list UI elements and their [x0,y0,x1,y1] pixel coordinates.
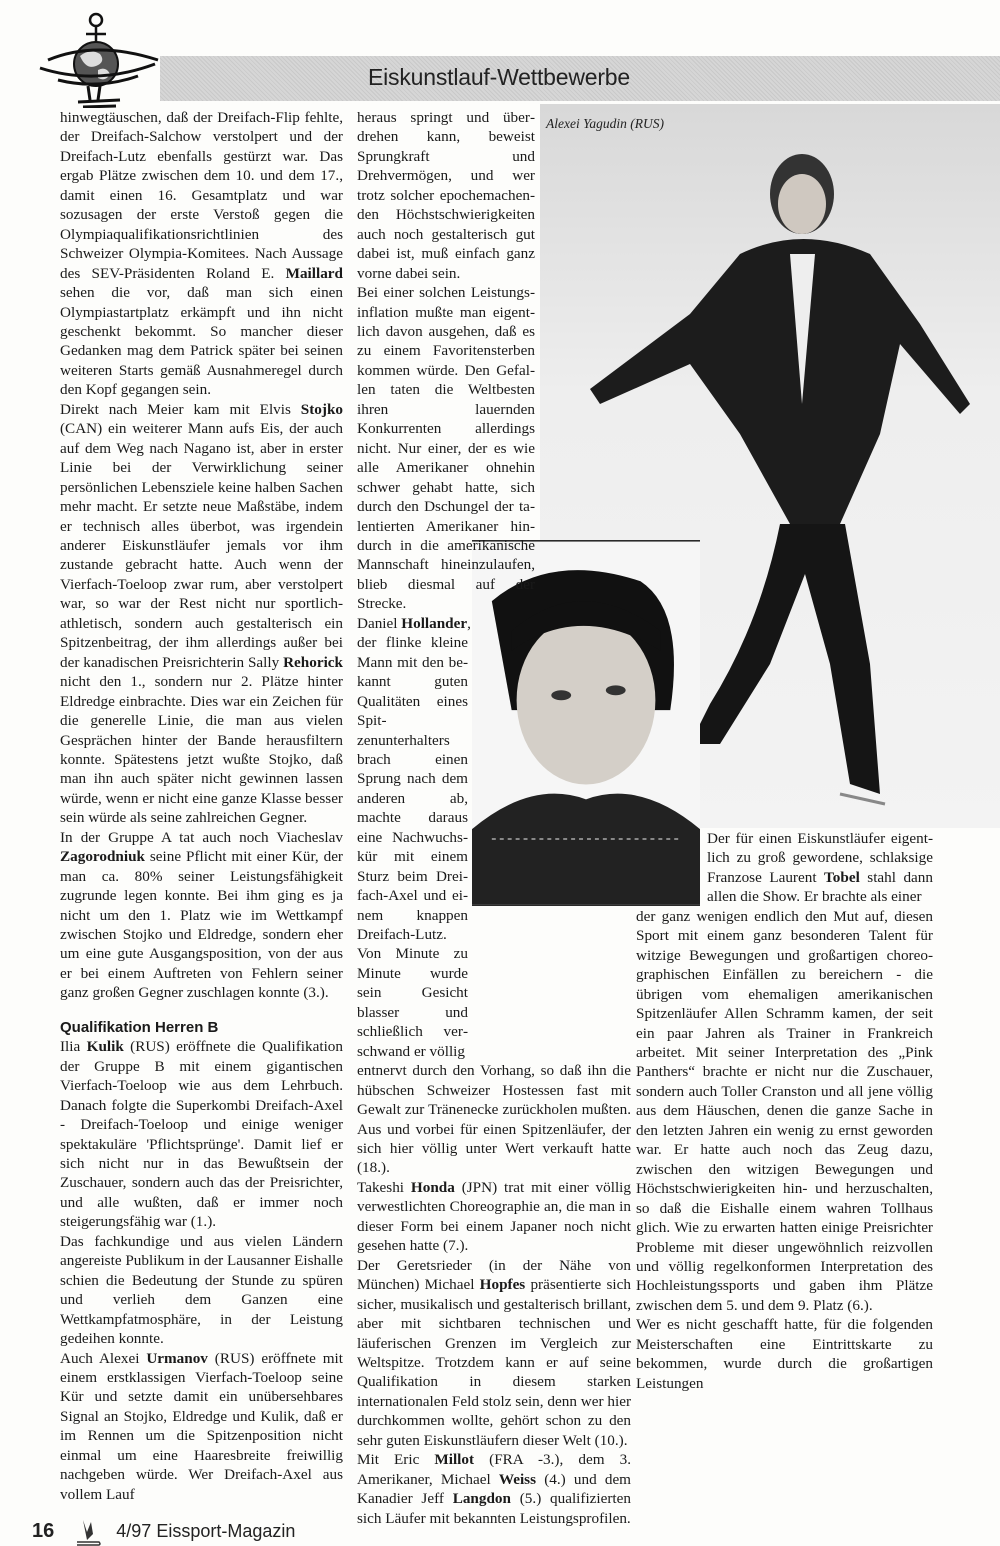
article-paragraph: Mit Eric Millot (FRA -3.), dem 3. Amerikaner, Michael Weiss (4.) und dem Kanadier Jeff Langdon (5.) qualifizierten sich Läufer mit bekannten Leistungsprofilen. [357,1451,631,1527]
person-name: Weiss [498,1470,536,1488]
article-column-2 [357,108,632,1528]
page-number: 16 [32,1519,55,1542]
globe-skater-logo-icon [28,8,163,108]
paragraph-group [357,108,535,633]
article-paragraph: Bei einer solchen Leistungsinflation mußte man eigentlich davon ausgehen, daß es zu einem Favoritensterben kommen würde. Den Gefallen taten die Weltbesten ihren lauernden Konkurrenten allerdings nicht. Nur einer, der es wie alle Amerikaner ohnehin schwer gehabt hatte, sich durch den Dschungel der talentierten Amerikaner hindurch in die amerikanische Mannschaft hineinzulaufen, blieb diesmal auf der Strecke. [357,284,535,613]
person-name: Millot [434,1451,475,1469]
article-paragraph: der ganz wenigen endlich den Mut auf, diesen Sport mit einem ganz besonderen Talent für witzige Bewegungen und großartigen choreographischen Einfällen zu bereichern - die übrigen vom ehemaligen amerikanischen Spitzenläufer Allen Schramm kamen, der seit ein paar Jahren als Trainer in Frankreich arbeitet. Mit seiner Interpretation des „Pink Panthers“ brachte er nicht nur die Zuschauer, sondern auch Toller Cranston und all jene völlig aus dem Häuschen, denen die ganze Sache in den letzten Jahren ein wenig zu ernst geworden war. Er hatte auch noch das Zeug dazu, zwischen den witzigen Bewegungen und Höchstschwierigkeiten hin- und herzuschalten, so daß die Eishalle einem wahren Tollhaus glich. Wie zu erwarten hatten einige Preisrichter Probleme mit dieser ungewöhnlich reizvollen und völlig regelkonformen Interpretation des Hochleistungssports und gaben ihm Plätze zwischen dem 5. und dem 9. Platz (6.). [636,907,933,1314]
article-paragraph: Daniel Hollander, [357,614,471,632]
article-paragraph: heraus springt und überdrehen kann, beweist Sprungkraft und Drehvermögen, und wer trotz solcher epochemachenden Höchstschwierigkeiten auch noch gestalterisch gut dabei ist, muß einfach ganz vorne dabei sein. [357,109,535,282]
person-name: Hopfes [479,1276,526,1294]
issue-label: 4/97 Eissport-Magazin [116,1520,296,1541]
article-paragraph: Takeshi Honda (JPN) trat mit einer völlig verwestlichten Choreographie an, die man in dieser Form bei einem Japaner noch nicht gesehen hatte (7.). [357,1178,631,1255]
paragraph-group [357,633,468,1061]
paragraph-group [636,907,933,1393]
article-paragraph: hinwegtäuschen, daß der Dreifach-Flip fehlte, der Dreifach-Salchow verstolpert und der Dreifach-Lutz ebenfalls gestürzt war. Das ergab Plätze zwischen dem 10. und dem 17., damit einen 16. Gesamtplatz und war sozusagen der erste Verstoß gegen die Olympiaqualifikationsrichtlinien des Schweizer Olympia-Komitees. Nach Aussage des SEV-Präsidenten Roland E. Maillard sehen die vor, daß man sich einen Olympiastartplatz erkämpft und ihn nicht geschenkt bekommt. So mancher dieser Gedanken mag dem Patrick später bei seinen weiteren Starts gemäß Ausnahmeregel durch den Kopf gegangen sein. [60,109,343,399]
article-paragraph: Der für einen Eiskunstläufer eigentlich zu groß gewordene, schlaksige Franzose Laurent Tobel stahl dann allen die Show. Er brachte als einer [707,830,933,906]
person-name: Langdon [452,1490,511,1508]
article-column-3b [636,907,933,1393]
person-name: Tobel [824,868,860,886]
article-paragraph: der flinke kleine Mann mit den bekannt guten Qualitäten eines Spitzenunterhalters brach einen Sprung nach dem anderen ab, machte daraus eine Nachwuchskür mit einem Sturz beim Dreifach-Axel und einem knappen Dreifach-Lutz. Von Minute zu Minute wurde sein Gesicht blasser und schließlich verschwand er völlig [357,634,468,1060]
article-column-3 [636,829,933,1393]
person-name: Kulik [86,1038,124,1056]
person-name: Urmanov [146,1349,208,1367]
person-name: Stojko [300,400,343,418]
person-name: Honda [410,1178,455,1196]
paragraph-group [707,829,933,907]
column1-paragraphs-2 [60,1037,343,1504]
photo-caption: Alexei Yagudin (RUS) [546,116,664,131]
page-footer [32,1518,295,1546]
article-column-1 [60,108,343,1504]
column1-paragraphs [60,108,343,1003]
article-column-3a [707,829,933,907]
article-paragraph: Auch Alexei Urmanov (RUS) eröffnete mit einem erstklassigen Vierfach-Toeloop seine Kür und setzte damit ein unübersehbares Signal an Stojko, Eldredge und Kulik, daß er im Rennen um die Spitzenposition nicht einmal um eine Haaresbreite freiwillig nachgeben würde. Wer Dreifach-Axel aus vollem Lauf [60,1349,343,1503]
article-paragraph: Der Geretsrieder (in der Nähe von München) Michael Hopfes präsentierte sich sicher, musikalisch und gestalterisch brillant, aber mit sichtbaren technischen und läuferischen Grenzen im Vergleich zur Weltspitze. Trotzdem kann er auf seine Qualifikation in diesem starken internationalen Feld stolz sein, denn wer hier durchkommen wollte, gehört schon zu den sehr guten Eiskunstläufern dieser Welt (10.). [357,1256,631,1449]
section-title: Eiskunstlauf-Wettbewerbe [368,64,630,90]
article-column-2a [357,108,535,633]
article-column-2c [357,1061,631,1528]
section-heading: Qualifikation Herren B [60,1018,219,1036]
person-name: Zagorodniuk [60,848,145,866]
person-name: Maillard [285,264,343,282]
article-paragraph: In der Gruppe A tat auch noch Viacheslav Zagorodniuk seine Pflicht mit einer Kür, der man ca. 80% seiner Leistungsfähigkeit zugrunde legen konnte. Bei ihm ging es ja nicht um den 1. Platz wie im Wettkampf zwischen Stojko und Eldredge, sondern eher um eine gute Ausgangsposition, von der aus er bei einem Auftreten von Fehlern seiner ganz großen Gegner zuschlagen konnte (3.). [60,828,343,1002]
paragraph-group [357,1061,631,1528]
article-paragraph: Wer es nicht geschafft hatte, für die folgenden Meisterschaften eine Eintrittskarte zu bekommen, wurde durch die großartigen Leistungen [636,1316,933,1392]
article-paragraph: Ilia Kulik (RUS) eröffnete die Qualifikation der Gruppe B mit einem gigantischen Vierfach-Toeloop wie aus dem Lehrbuch. Danach folgte die Superkombi Dreifach-Axel - Dreifach-Toeloop und einige weniger spektakuläre 'Pflichtsprünge'. Damit lief er sich nicht nur in das Bewußtsein der Zuschauer, sondern auch das der Preisrichter, und alle wußten, daß er immer noch steigerungsfähig war (1.). [60,1038,343,1231]
article-paragraph: Direkt nach Meier kam mit Elvis Stojko (CAN) ein weiterer Mann aufs Eis, der auch auf dem Weg nach Nagano ist, aber in erster Linie bei der Verwirklichung seiner persönlichen Lebensziele keine halben Sachen mehr macht. Er setzte neue Maßstäbe, indem er technisch alles überbot, was irgendein anderer Eiskunstläufer jemals vor ihm zustande gebracht hatte. Auch wenn der Vierfach-Toeloop zwar rum, aber verstolpert war, so war der Rest nicht nur sportlich-athletisch, sondern auch gestalterisch ein Spitzenbeitrag, der ihm allerdings außer bei der kanadischen Preisrichterin Sally Rehorick nicht den 1., sondern nur 2. Plätze hinter Eldredge einbrachte. Dies war ein Zeichen für die generelle Linie, die man aus vielen Gesprächen hinter der Bande herausfiltern konnte. Spätestens jetzt wußte Stojko, daß man ihn auch später nicht gewinnen lassen würde, wenn er nicht eine ganze Klasse besser sein würde als seine zahlreichen Gegner. [60,400,343,827]
person-name: Hollander [401,614,468,632]
person-name: Rehorick [283,653,343,671]
left-column-stack [32,108,343,1546]
skater-icon [73,1518,103,1546]
article-paragraph: entnervt durch den Vorhang, so daß ihn die hübschen Schweizer Hostessen fast mit Gewalt zur Tränenecke zurückholen mußten. Aus und vorbei für einen Spitzenläufer, der sich hier völlig unter Wert verkauft hatte (18.). [357,1062,631,1177]
article-column-2b [357,633,468,1061]
article-paragraph: Das fachkundige und aus vielen Ländern angereiste Publikum in der Lausanner Eishalle schien die Bedeutung der Stunde zu spüren und verlieh dem Ganzen eine Wettkampfatmosphäre, in der Leistung gedeihen konnte. [60,1232,343,1348]
